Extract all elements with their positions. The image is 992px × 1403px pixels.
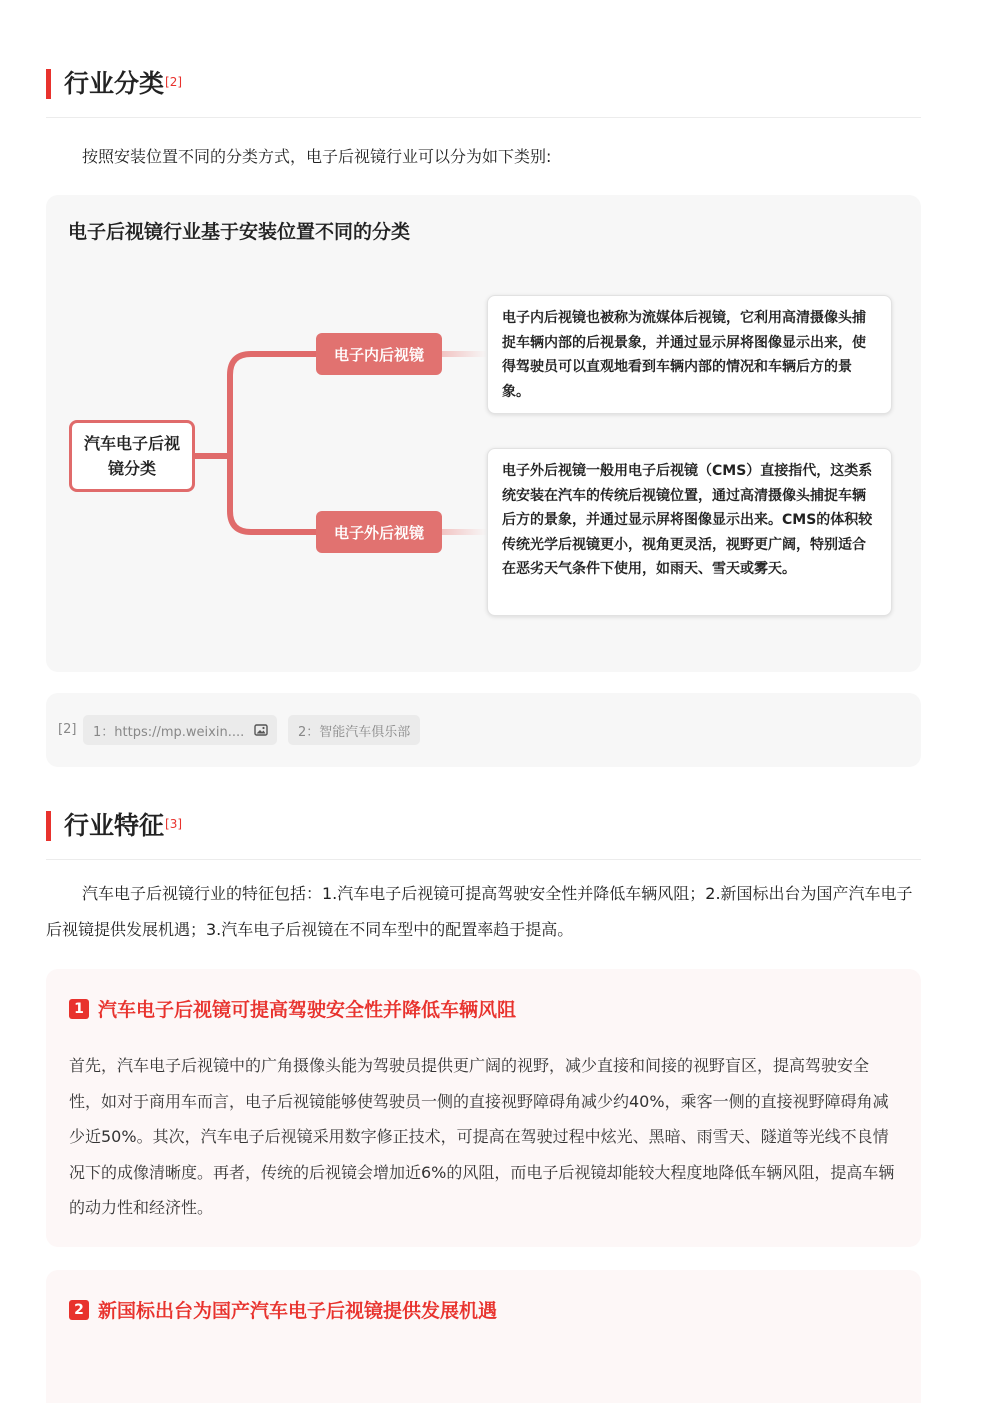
feature-title: 汽车电子后视镜可提高驾驶安全性并降低车辆风阻: [98, 999, 517, 1021]
reference-link[interactable]: [3]: [165, 817, 183, 831]
section-title: 行业分类[2]: [64, 69, 183, 98]
feature-card-2: [46, 1270, 921, 1403]
connector-leaf-upper: [442, 351, 487, 357]
section-accent-bar: [46, 69, 51, 99]
feature-card-1: [46, 969, 921, 1247]
features-intro: 汽车电子后视镜行业的特征包括：1.汽车电子后视镜可提高驾驶安全性并降低车辆风阻；2.新国标出台为国产汽车电子后视镜提供发展机遇；3.汽车电子后视镜在不同车型中的配置率趋于提高。: [46, 884, 913, 939]
reference-link[interactable]: [2]: [165, 75, 183, 89]
reference-chip-label: 1：https://mp.weixin....: [93, 724, 245, 740]
feature-title: 新国标出台为国产汽车电子后视镜提供发展机遇: [98, 1300, 498, 1322]
mindmap-branch-exterior: 电子外后视镜: [316, 511, 442, 553]
mindmap-leaf-exterior: 电子外后视镜一般用电子后视镜（CMS）直接指代，这类系统安装在汽车的传统后视镜位置，通过高清摄像头捕捉车辆后方的景象，并通过显示屏将图像显示出来。CMS的体积较传统光学后视镜更小，视角更灵活，视野更广阔，特别适合在恶劣天气条件下使用，如雨天、雪天或雾天。: [487, 448, 892, 616]
feature-number-badge: 1: [69, 999, 89, 1019]
section-accent-bar: [46, 811, 51, 841]
reference-bar: [46, 693, 921, 767]
connector-leaf-lower: [442, 529, 487, 535]
image-icon: [254, 724, 268, 736]
classification-card: [46, 195, 921, 672]
section-header-classification: [46, 68, 921, 118]
reference-index: [2]: [58, 722, 77, 737]
mindmap-branch-interior: 电子内后视镜: [316, 333, 442, 375]
feature-body: 首先，汽车电子后视镜中的广角摄像头能为驾驶员提供更广阔的视野，减少直接和间接的视野盲区，提高驾驶安全性，如对于商用车而言，电子后视镜能够使驾驶员一侧的直接视野障碍角减少约40%，乘客一侧的直接视野障碍角减少近50%。其次，汽车电子后视镜采用数字修正技术，可提高在驾驶过程中炫光、黑暗、雨雪天、隧道等光线不良情况下的成像清晰度。再者，传统的后视镜会增加近6%的风阻，而电子后视镜却能较大程度地降低车辆风阻，提高车辆的动力性和经济性。: [69, 1056, 895, 1217]
connector-upper: [230, 354, 316, 456]
connector-lower: [230, 456, 316, 532]
mindmap-leaf-interior: 电子内后视镜也被称为流媒体后视镜，它利用高清摄像头捕捉车辆内部的后视景象，并通过显示屏将图像显示出来，使得驾驶员可以直观地看到车辆内部的情况和车辆后方的景象。: [487, 295, 892, 414]
feature-number-badge: 2: [69, 1300, 89, 1320]
section-title: 行业特征[3]: [64, 811, 183, 840]
mindmap-root-node: 汽车电子后视镜分类: [69, 420, 195, 492]
classification-intro: 按照安装位置不同的分类方式，电子后视镜行业可以分为如下类别:: [82, 147, 552, 166]
section-header-features: [46, 810, 921, 860]
reference-chip-1[interactable]: [83, 715, 277, 745]
reference-chip-2[interactable]: 2：智能汽车俱乐部: [288, 715, 420, 745]
card-title: 电子后视镜行业基于安装位置不同的分类: [68, 221, 411, 243]
